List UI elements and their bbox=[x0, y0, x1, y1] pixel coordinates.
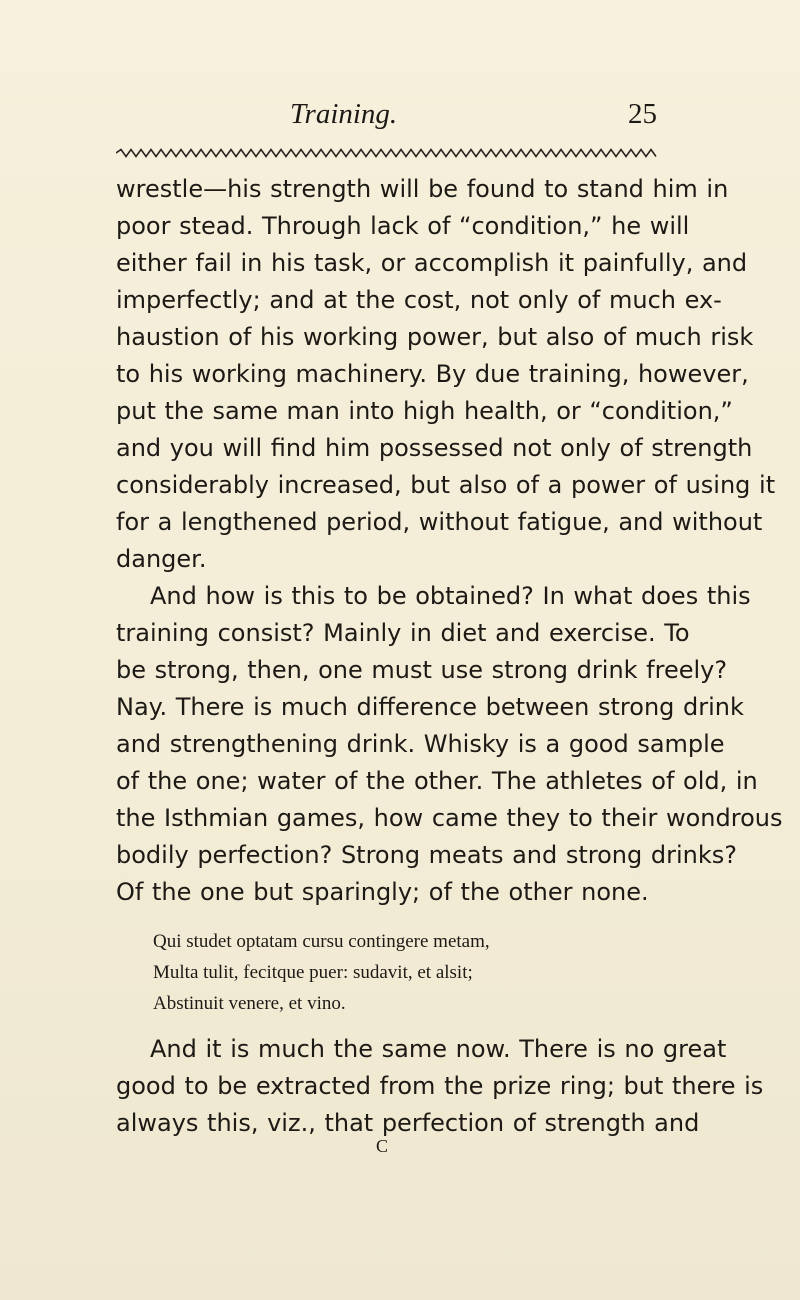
body-text bbox=[116, 171, 783, 911]
text-line: poor stead. Through lack of “condition,” he will bbox=[116, 212, 690, 240]
text-line: imperfectly; and at the cost, not only of much ex- bbox=[116, 286, 722, 314]
page-number: 25 bbox=[628, 98, 657, 130]
text-line: always this, viz., that perfection of strength and bbox=[116, 1109, 700, 1137]
text-line: wrestle—his strength will be found to stand him in bbox=[116, 175, 729, 203]
text-line: either fail in his task, or accomplish it painfully, and bbox=[116, 249, 748, 277]
text-line: Of the one but sparingly; of the other none. bbox=[116, 878, 649, 906]
verse-line: Abstinuit venere, et vino. bbox=[153, 993, 346, 1014]
ornamental-rule bbox=[116, 148, 660, 158]
text-line: to his working machinery. By due training, however, bbox=[116, 360, 749, 388]
text-line: Nay. There is much difference between strong drink bbox=[116, 693, 744, 721]
verse-line: Multa tulit, fecitque puer: sudavit, et alsit; bbox=[153, 962, 473, 983]
signature-mark: C bbox=[376, 1136, 389, 1156]
latin-verse bbox=[153, 926, 490, 1019]
text-line: And it is much the same now. There is no great bbox=[150, 1035, 727, 1063]
page-header bbox=[0, 94, 800, 134]
text-line: be strong, then, one must use strong drink freely? bbox=[116, 656, 728, 684]
text-line: considerably increased, but also of a power of using it bbox=[116, 471, 776, 499]
text-line: training consist? Mainly in diet and exercise. To bbox=[116, 619, 690, 647]
text-line: haustion of his working power, but also of much risk bbox=[116, 323, 754, 351]
verse-line: Qui studet optatam cursu contingere metam, bbox=[153, 931, 490, 952]
text-line: the Isthmian games, how came they to their wondrous bbox=[116, 804, 783, 832]
text-line: and strengthening drink. Whisky is a good sample bbox=[116, 730, 725, 758]
text-line: for a lengthened period, without fatigue, and without bbox=[116, 508, 763, 536]
body-text-continued bbox=[116, 1031, 764, 1142]
text-line: of the one; water of the other. The athletes of old, in bbox=[116, 767, 758, 795]
text-line: good to be extracted from the prize ring; but there is bbox=[116, 1072, 764, 1100]
text-line: danger. bbox=[116, 545, 207, 573]
running-title: Training. bbox=[290, 98, 398, 130]
text-line: bodily perfection? Strong meats and strong drinks? bbox=[116, 841, 737, 869]
text-line: and you will find him possessed not only of strength bbox=[116, 434, 753, 462]
text-line: And how is this to be obtained? In what does this bbox=[150, 582, 751, 610]
text-line: put the same man into high health, or “condition,” bbox=[116, 397, 733, 425]
